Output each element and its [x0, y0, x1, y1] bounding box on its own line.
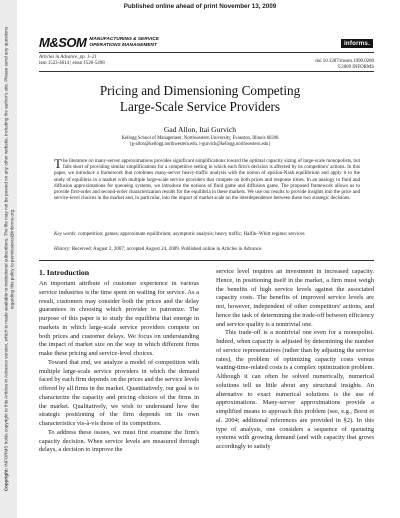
abstract: [54, 158, 360, 201]
doi-line: doi 10.1287/msom.1090.0280: [315, 59, 374, 64]
paper-title: [0, 83, 400, 115]
copyright-line: ©2009 INFORMS: [337, 65, 374, 71]
body-column-left: [39, 280, 199, 455]
abstract-text: he literature on many-server approximations provides significant simplifications toward the optimal capacity sizing of large-scale monopolists, but falls short of providing similar simplifications for a competitive setting in which each firm's decision is affected by its competitors' actions. In this paper, we introduce a framework that combines many-server heavy-traffic analysis with the notion of epsilon-Nash equilibrium and apply it to the study of equilibria in a market with multiple large-scale service providers that compete on both prices and response times. In an analogy to fluid and diffusion approximations for queueing systems, we introduce the notions of fluid game and diffusion game. The proposed framework allows us to provide first-order and second-order characterization results for the equilibria in these markets. We use our results to provide insights into the price and service-level choices in the market and, in particular, into the impact of market scale on the interdependence between these two strategic decisions.: [54, 158, 360, 202]
affiliation: Kellogg School of Management, Northwestern University, Evanston, Illinois 60208: [121, 136, 279, 141]
abstract-rule: [39, 260, 374, 261]
history-text: : Received: August 2, 2007; accepted August 24, 2009. Published online in Articles in Advance.: [69, 246, 263, 252]
copyright-label: Copyright:: [3, 468, 9, 492]
section-heading: 1. Introduction: [39, 268, 90, 277]
header-rule-lower: [39, 71, 374, 72]
copyright-side-strip: [0, 0, 17, 518]
body-column-right: [216, 268, 374, 452]
keywords-label: Key words: [54, 231, 76, 237]
body-paragraph: To address these issues, we must first examine the firm's capacity decision. When service levels are measured through delays, a decision to improve the: [39, 428, 199, 454]
publication-banner: Published online ahead of print November 13, 2009: [123, 3, 277, 10]
articles-in-advance-line: Articles in Advance, pp. 1–21: [39, 55, 97, 60]
header-rule: [39, 52, 374, 53]
msom-logo-mark: M&SOM: [39, 35, 87, 50]
body-paragraph: An important attribute of customer experience in various service industries is the time spent on waiting for service. As a result, customers may consider both the prices and the delay guarantees in choosing which provider to patronize. The purpose of this paper is to study the equilibria that emerge in markets in which large-scale service providers compete on both prices and customer delays. We focus on understanding the impact of market size on the way in which different firms make these pricing and service-level choices.: [39, 280, 199, 357]
keywords-text: : competition; games; approximate equilibrium; asymptotic analysis; heavy traffic; Halfin–Whitt regime; services: [75, 231, 305, 237]
journal-info-left: [39, 55, 105, 67]
affiliation-block: [0, 136, 400, 148]
title-line-2: Large-Scale Service Providers: [119, 99, 281, 114]
history: [54, 246, 360, 252]
body-paragraph: This trade-off is a nontrivial one even for a monopolist. Indeed, when capacity is adjusted by determining the number of service representatives (rather than by adjusting the service rates), the problem of optimizing capacity costs versus waiting-time-related costs is a complex optimization problem. Although it can often be solved numerically, numerical solutions tell us little about any structural insights. An alternative to exact numerical solutions is the use of approximations. Many-server approximations provide a simplified means to approach this problem (see, e.g., Borst et al. 2004; additional references are provided in §2). In this type of analysis, one considers a sequence of queueing systems with growing demand (and with capacity that grows accordingly to satisfy: [216, 329, 374, 450]
author-emails: {g-allon@kellogg.northwestern.edu, i-gurvich@kellogg.northwestern.edu}: [129, 141, 271, 147]
abstract-dropcap: T: [54, 156, 62, 171]
copyright-text: INFORMS holds copyright to this Articles in Advance version, which is made available to institutional subscribers. The file may not be posted on any other website, including the author's site. Please send any questions regarding this policy to permissions@informs.org.: [3, 26, 14, 467]
history-label: History: [54, 246, 70, 252]
title-line-1: Pricing and Dimensioning Competing: [99, 83, 301, 98]
issn-line: issn 1523-4614 | eissn 1526-5498: [39, 61, 105, 67]
informs-logo: informs.: [341, 39, 373, 48]
journal-logo: [39, 36, 159, 49]
journal-name-line-2: OPERATIONS MANAGEMENT: [89, 42, 157, 48]
journal-name: [89, 37, 159, 48]
body-paragraph: service level requires an investment in increased capacity. Hence, in positioning itself in the market, a firm must weigh the benefits of high service levels against the associated capacity costs. The benefits of improved service levels are not, however, independent of other competitors' actions, and hence the task of determining the trade-off between efficiency and service quality is a nontrivial one.: [216, 268, 374, 328]
keywords: [54, 231, 360, 237]
journal-info-right: [315, 59, 374, 71]
journal-name-line-1: MANUFACTURING & SERVICE: [89, 37, 159, 43]
body-paragraph: Toward that end, we analyze a model of competition with multiple large-scale service providers in which the demand faced by each firm depends on the prices and the service levels offered by all firms in the market. Quantitatively, our goal is to characterize the capacity and pricing choices of the firms in the market. Qualitatively, we wish to understand how the strategic positioning of the firm depends on its own characteristics vis-à-vis those of its competitors.: [39, 358, 199, 427]
authors: Gad Allon, Itai Gurvich: [163, 125, 237, 134]
